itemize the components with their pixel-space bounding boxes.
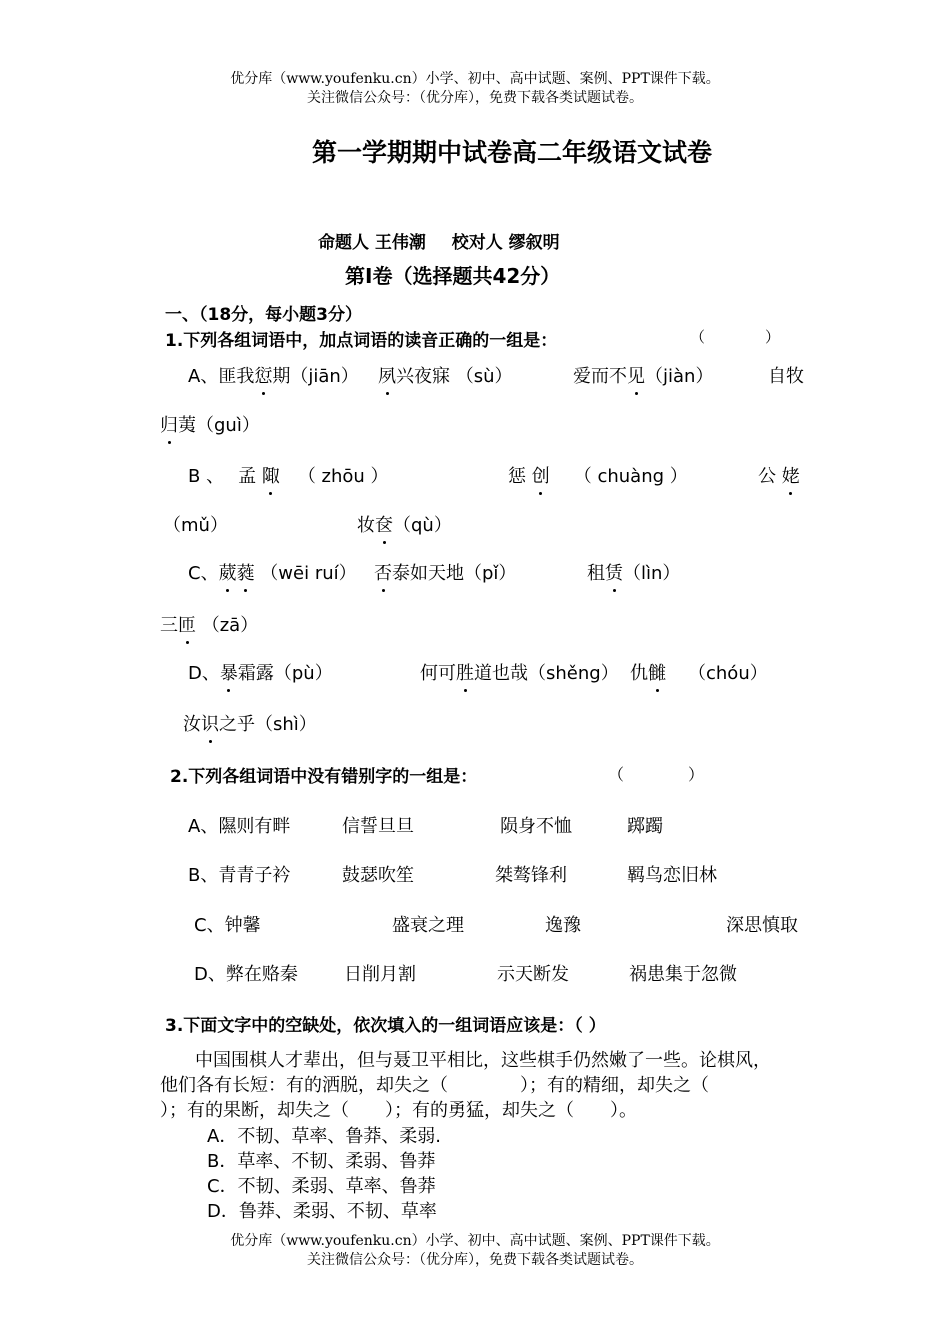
q2-option-c-w2: 盛衰之理 xyxy=(392,915,464,936)
word: 兴夜寐 （sù） xyxy=(396,366,513,387)
author-label: 命题人 xyxy=(318,233,369,253)
q1-option-a xyxy=(188,362,359,388)
byline xyxy=(318,228,560,253)
q1-option-b xyxy=(188,462,389,488)
footer-line-2: 关注微信公众号：（优分库），免费下载各类试题试卷。 xyxy=(307,1252,643,1268)
q1-option-d-cont xyxy=(183,710,317,736)
dotted-char: 雠 xyxy=(648,659,666,685)
q2-option-a-w2: 信誓旦旦 xyxy=(342,816,414,837)
word: 租 xyxy=(587,563,605,584)
q2-option-b-w3: 桀骜锋利 xyxy=(495,865,567,886)
q3-stem: 3.下面文字中的空缺处，依次填入的一组词语应该是：（ ） xyxy=(165,1016,606,1036)
q2-option-d-w3: 示天断发 xyxy=(497,964,569,985)
word: 惩 xyxy=(508,466,532,487)
word: （chóu） xyxy=(688,663,768,684)
q2-option-c-w4: 深思慎取 xyxy=(726,915,798,936)
q2-option-a-w3: 陨身不恤 xyxy=(500,816,572,837)
dotted-char: 赁 xyxy=(605,559,623,585)
word: （zā） xyxy=(196,615,259,636)
word: 爱而不 xyxy=(573,366,627,387)
word: （wēi ruí） xyxy=(254,563,357,584)
word: 期（jiān） xyxy=(272,366,359,387)
option-label: C、 xyxy=(188,563,219,584)
dotted-char: 奁 xyxy=(375,511,393,537)
word: （qù） xyxy=(393,515,452,536)
q1-option-a-word3 xyxy=(573,362,713,388)
word: （jiàn） xyxy=(645,366,714,387)
q1-answer-paren: （ ） xyxy=(690,328,781,346)
q2-option-d-w4: 祸患集于忽微 xyxy=(629,964,737,985)
part-one-heading: 一、（18分，每小题3分） xyxy=(165,305,362,325)
q1-option-c-cont xyxy=(160,611,258,637)
q1-option-b-word4 xyxy=(357,511,452,537)
word: 霜露（pù） xyxy=(237,663,333,684)
dotted-char: 愆 xyxy=(254,362,272,388)
dotted-char: 归 xyxy=(160,411,178,437)
word: 妆 xyxy=(357,515,375,536)
word: 道也哉（shěng） xyxy=(474,663,619,684)
word: 孟 xyxy=(238,466,262,487)
q1-option-a-cont xyxy=(160,411,260,437)
word: 荑（guì） xyxy=(178,415,260,436)
word: 之乎（shì） xyxy=(219,714,317,735)
dotted-char: 姥 xyxy=(782,462,800,488)
q2-answer-paren: （ ） xyxy=(608,765,705,784)
q1-option-a-word4: 自牧 xyxy=(768,366,804,387)
q1-option-b-cont: （mǔ） xyxy=(163,515,228,536)
dotted-char: 否 xyxy=(374,559,392,585)
dotted-char: 暴 xyxy=(220,659,238,685)
header-line-1: 优分库（www.youfenku.cn）小学、初中、高中试题、案例、PPT课件下载。 xyxy=(230,71,720,87)
q3-option-b: B．草率、不韧、柔弱、鲁莽 xyxy=(207,1151,436,1172)
word: 汝 xyxy=(183,714,201,735)
q2-option-b: B、青青子衿 xyxy=(188,865,291,886)
dotted-char: 蕤 xyxy=(237,559,255,585)
q1-option-d-word3 xyxy=(630,659,768,685)
q3-option-a: A．不韧、草率、鲁莽、柔弱. xyxy=(207,1126,442,1147)
q1-option-b-word2 xyxy=(508,462,688,488)
q1-option-a-word2 xyxy=(378,362,513,388)
option-label: D、 xyxy=(188,663,220,684)
proofreader-name: 缪叙明 xyxy=(508,233,560,253)
footer-line-1: 优分库（www.youfenku.cn）小学、初中、高中试题、案例、PPT课件下载。 xyxy=(230,1233,720,1249)
word: 何可 xyxy=(420,663,456,684)
dotted-char: 匝 xyxy=(178,611,196,637)
q3-passage-line-1: 中国围棋人才辈出，但与聂卫平相比，这些棋手仍然嫩了一些。论棋风， xyxy=(195,1050,771,1071)
word: 仇 xyxy=(630,663,648,684)
q2-option-c: C、钟馨 xyxy=(194,915,261,936)
word: （lìn） xyxy=(623,563,681,584)
q1-option-d-word2 xyxy=(420,659,619,685)
q3-option-d: D．鲁莽、柔弱、不韧、草率 xyxy=(207,1201,437,1222)
q2-option-c-w3: 逸豫 xyxy=(545,915,581,936)
q1-option-c xyxy=(188,559,357,585)
dotted-char: 创 xyxy=(532,462,550,488)
dotted-char: 葳 xyxy=(219,559,237,585)
q3-passage-line-3: ）；有的果断，却失之（ ）；有的勇猛，却失之（ ）。 xyxy=(160,1100,637,1121)
q2-stem: 2.下列各组词语中没有错别字的一组是： xyxy=(170,767,478,787)
word: 三 xyxy=(160,615,178,636)
dotted-char: 见 xyxy=(627,362,645,388)
author-name: 王伟潮 xyxy=(374,233,426,253)
q2-option-b-w4: 羁鸟恋旧林 xyxy=(627,865,717,886)
q2-option-d-w2: 日削月割 xyxy=(344,964,416,985)
q2-option-d: D、弊在赂秦 xyxy=(194,964,298,985)
q1-option-b-word3 xyxy=(758,462,800,488)
dotted-char: 陬 xyxy=(262,462,280,488)
q1-stem: 1.下列各组词语中，加点词语的读音正确的一组是： xyxy=(165,331,558,351)
q3-passage-line-2: 他们各有长短：有的洒脱，却失之（ ）；有的精细，却失之（ xyxy=(160,1075,709,1096)
word: （ chuàng ） xyxy=(573,466,688,487)
q1-option-c-word3 xyxy=(587,559,680,585)
q2-option-a-w4: 踯躅 xyxy=(627,816,663,837)
dotted-char: 胜 xyxy=(456,659,474,685)
header-line-2: 关注微信公众号：（优分库），免费下载各类试题试卷。 xyxy=(307,90,643,106)
q3-option-c: C．不韧、柔弱、草率、鲁莽 xyxy=(207,1176,436,1197)
word: （ zhōu ） xyxy=(297,466,389,487)
proofreader-label: 校对人 xyxy=(451,233,503,253)
q1-option-c-word2 xyxy=(374,559,516,585)
word: 泰如天地（pǐ） xyxy=(392,563,517,584)
word: 公 xyxy=(758,466,782,487)
q2-option-b-w2: 鼓瑟吹笙 xyxy=(342,865,414,886)
q1-option-d xyxy=(188,659,333,685)
dotted-char: 夙 xyxy=(378,362,396,388)
word: 匪我 xyxy=(218,366,255,387)
q2-option-a: A、隰则有畔 xyxy=(188,816,291,837)
section-heading: 第Ⅰ卷（选择题共42分） xyxy=(345,264,561,288)
option-label: B 、 xyxy=(188,466,225,487)
dotted-char: 识 xyxy=(201,710,219,736)
option-label: A、 xyxy=(188,366,219,387)
page-title: 第一学期期中试卷高二年级语文试卷 xyxy=(312,138,713,167)
